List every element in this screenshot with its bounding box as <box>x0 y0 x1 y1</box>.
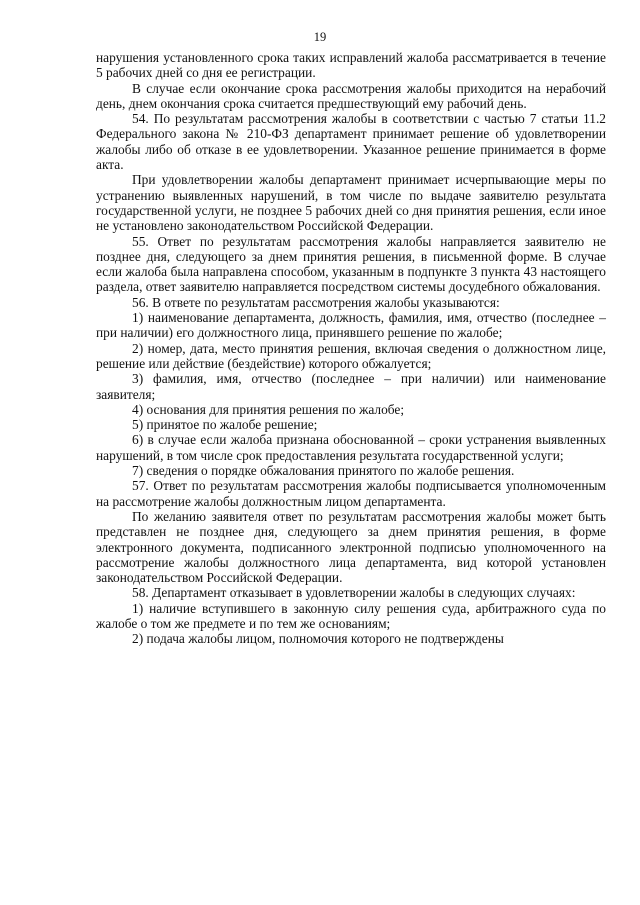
page-number: 19 <box>313 30 327 44</box>
list-item-56-6: 6) в случае если жалоба признана обоснованной – сроки устранения выявленных нарушений, в том числе срок предоставления результата государственной услуги; <box>96 432 606 463</box>
list-item-56-3: 3) фамилия, имя, отчество (последнее – при наличии) или наименование заявителя; <box>96 371 606 402</box>
paragraph-55: 55. Ответ по результатам рассмотрения жалобы направляется заявителю не позднее дня, следующего за днем принятия решения, в письменной форме. В случае если жалоба была направлена способом, указанным в подпункте 3 пункта 43 настоящего раздела, ответ заявителю направляется посредством системы досудебного обжалования. <box>96 233 606 295</box>
paragraph-54: 54. По результатам рассмотрения жалобы в соответствии с частью 7 статьи 11.2 Федерального закона № 210-ФЗ департамент принимает решение об удовлетворении жалобы либо об отказе в ее удовлетворении. Указанное решение принимается в форме акта. <box>96 111 606 173</box>
paragraph-satisfaction-measures: При удовлетворении жалобы департамент принимает исчерпывающие меры по устранению выявленных нарушений, в том числе по выдаче заявителю результата государственной услуги, не позднее 5 рабочих дней со дня принятия решения, если иное не установлено законодательством Российской Федерации. <box>96 172 606 234</box>
paragraph-56: 56. В ответе по результатам рассмотрения жалобы указываются: <box>132 294 500 310</box>
document-body <box>96 50 606 647</box>
list-item-56-4: 4) основания для принятия решения по жалобе; <box>132 401 405 417</box>
list-item-58-2: 2) подача жалобы лицом, полномочия которого не подтверждены <box>132 631 504 647</box>
list-item-58-1: 1) наличие вступившего в законную силу решения суда, арбитражного суда по жалобе о том же предмете и по тем же основаниям; <box>96 600 606 631</box>
paragraph-57: 57. Ответ по результатам рассмотрения жалобы подписывается уполномоченным на рассмотрение жалобы должностным лицом департамента. <box>96 478 606 509</box>
list-item-56-2: 2) номер, дата, место принятия решения, включая сведения о должностном лице, решение или действие (бездействие) которого обжалуется; <box>96 340 606 371</box>
list-item-56-5: 5) принятое по жалобе решение; <box>132 417 318 433</box>
list-item-56-7: 7) сведения о порядке обжалования принятого по жалобе решения. <box>132 463 515 479</box>
paragraph-continuation: нарушения установленного срока таких исправлений жалоба рассматривается в течение 5 рабочих дней со дня ее регистрации. <box>96 50 606 81</box>
list-item-56-1: 1) наименование департамента, должность, фамилия, имя, отчество (последнее – при наличии) его должностного лица, принявшего решение по жалобе; <box>96 310 606 341</box>
paragraph-nonworking-day: В случае если окончание срока рассмотрения жалобы приходится на нерабочий день, днем окончания срока считается предшествующий ему рабочий день. <box>96 80 606 111</box>
paragraph-58: 58. Департамент отказывает в удовлетворении жалобы в следующих случаях: <box>132 585 576 601</box>
paragraph-electronic-response: По желанию заявителя ответ по результатам рассмотрения жалобы может быть представлен не позднее дня, следующего за днем принятия решения, в форме электронного документа, подписанного электронной подписью уполномоченного на рассмотрение жалобы должностного лица департамента, вид которой установлен законодательством Российской Федерации. <box>96 508 606 586</box>
